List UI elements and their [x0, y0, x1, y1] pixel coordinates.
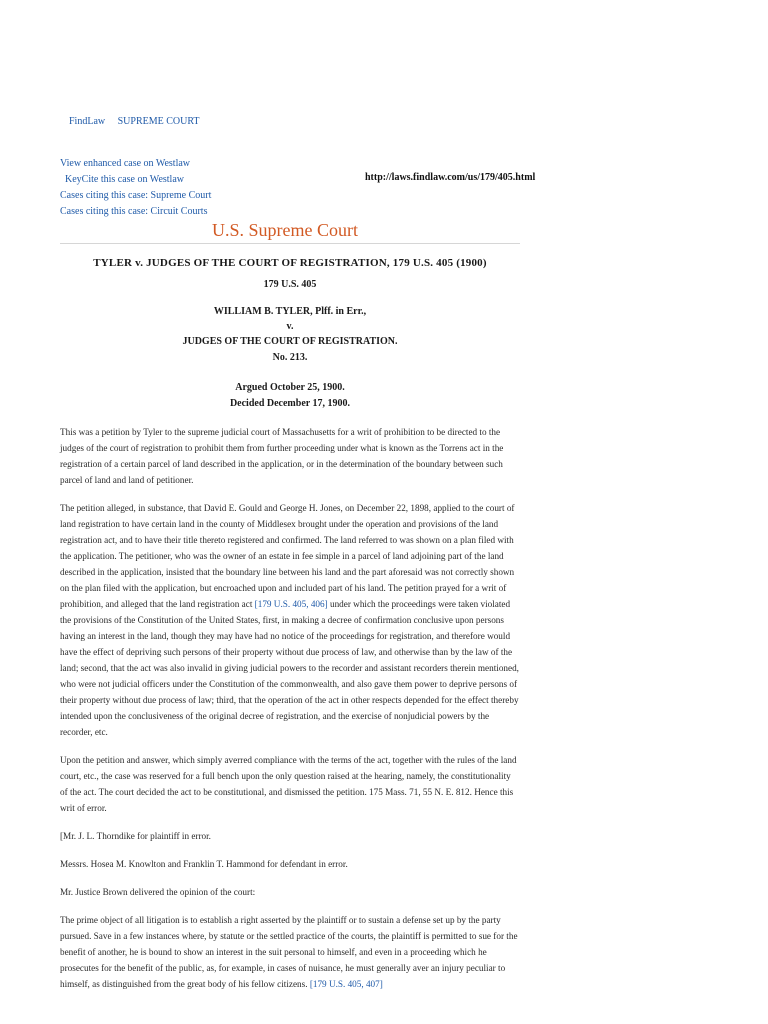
case-title: TYLER v. JUDGES OF THE COURT OF REGISTRATION, 179 U.S. 405 (1900) — [93, 257, 487, 269]
page-reference-link[interactable]: [179 U.S. 405, 407] — [309, 979, 383, 989]
paragraph-text: under which the proceedings were taken violated the provisions of the Constitution of the United States, first, in making a decree of confirmation conclusive upon persons having an interest in the land, though they may have had no notice of the proceedings for registration, and therefore would have the effect of depriving such persons of their property without due process of law, and otherwise than by the law of the land; second, that the act was also invalid in giving judicial powers to the recorder and assistant recorders therein mentioned, who were not judicial officers under the Constitution of the commonwealth, and also gave them power to deprive persons of their property without due process of law; third, that the operation of the act in other respects depended for the effect thereby intended upon the conclusiveness of the original decree of registration, and the exercise of nonjudicial powers by the recorder, etc. — [60, 599, 519, 737]
page-reference-link[interactable]: [179 U.S. 405, 406] — [254, 599, 328, 609]
paragraph: Mr. Justice Brown delivered the opinion of the court: — [60, 887, 256, 897]
findlaw-link[interactable]: FindLaw — [69, 116, 106, 127]
opinion-body — [60, 424, 520, 1004]
view-enhanced-case-link[interactable]: View enhanced case on Westlaw — [60, 158, 191, 169]
westlaw-links — [60, 156, 211, 220]
party-plaintiff: WILLIAM B. TYLER, Plff. in Err., — [213, 306, 367, 317]
versus: v. — [286, 321, 294, 332]
paragraph: Messrs. Hosea M. Knowlton and Franklin T. Hammond for defendant in error. — [60, 859, 348, 869]
keycite-link[interactable]: KeyCite this case on Westlaw — [65, 174, 184, 185]
argued-date: Argued October 25, 1900. — [235, 382, 345, 393]
party-defendant: JUDGES OF THE COURT OF REGISTRATION. — [182, 336, 398, 347]
paragraph: Upon the petition and answer, which simply averred compliance with the terms of the act, together with the rules of the land court, etc., the case was reserved for a full bench upon the only question raised at the hearing, namely, the constitutionality of the act. The court decided the act to be constitutional, and dismissed the petition. 175 Mass. 71, 55 N. E. 812. Hence this writ of error. — [60, 755, 517, 813]
paragraph-text: The prime object of all litigation is to establish a right asserted by the plaintiff or to sustain a defense set up by the party pursued. Save in a few instances where, by statute or the settled practice of the courts, the plaintiff is permitted to sue for the benefit of another, he is bound to show an interest in the suit personal to himself, and even in a proceeding which he prosecutes for the benefit of the public, as, for example, in cases of nuisance, he must generally aver an injury peculiar to himself, as distinguished from the great body of his fellow citizens. — [60, 915, 518, 989]
paragraph: [Mr. J. L. Thorndike for plaintiff in error. — [60, 831, 211, 841]
divider — [60, 243, 520, 244]
case-citation: 179 U.S. 405 — [263, 279, 317, 290]
supreme-court-link[interactable]: SUPREME COURT — [117, 116, 200, 127]
court-title: U.S. Supreme Court — [212, 220, 358, 240]
paragraph — [60, 500, 520, 740]
paragraph: This was a petition by Tyler to the supreme judicial court of Massachusetts for a writ of prohibition to be directed to the judges of the court of registration to prohibit them from further proceeding under what is known as the Torrens act in the registration of a certain parcel of land described in the application, or in the determination of the boundary between such parcel of land and land of petitioner. — [60, 427, 504, 485]
page-url: http://laws.findlaw.com/us/179/405.html — [365, 172, 536, 183]
paragraph-text: The petition alleged, in substance, that David E. Gould and George H. Jones, on December 22, 1898, applied to the court of land registration to have certain land in the county of Middlesex brought under the operation and provisions of the land registration act, and to have their title thereto registered and confirmed. The land referred to was shown on a plan filed with the application. The petitioner, who was the owner of an estate in fee simple in a parcel of land adjoining part of the land described in the application, insisted that the boundary line between his land and the part aforesaid was not correctly shown on the plan filed with the application, but encroached upon and included part of his land. The petition prayed for a writ of prohibition, and alleged that the land registration act — [60, 503, 515, 609]
decided-date: Decided December 17, 1900. — [229, 398, 351, 409]
cases-citing-circuit-link[interactable]: Cases citing this case: Circuit Courts — [60, 206, 208, 217]
paragraph — [60, 912, 520, 992]
cases-citing-supreme-link[interactable]: Cases citing this case: Supreme Court — [60, 190, 212, 201]
case-number: No. 213. — [272, 352, 308, 363]
top-navigation — [69, 116, 210, 127]
